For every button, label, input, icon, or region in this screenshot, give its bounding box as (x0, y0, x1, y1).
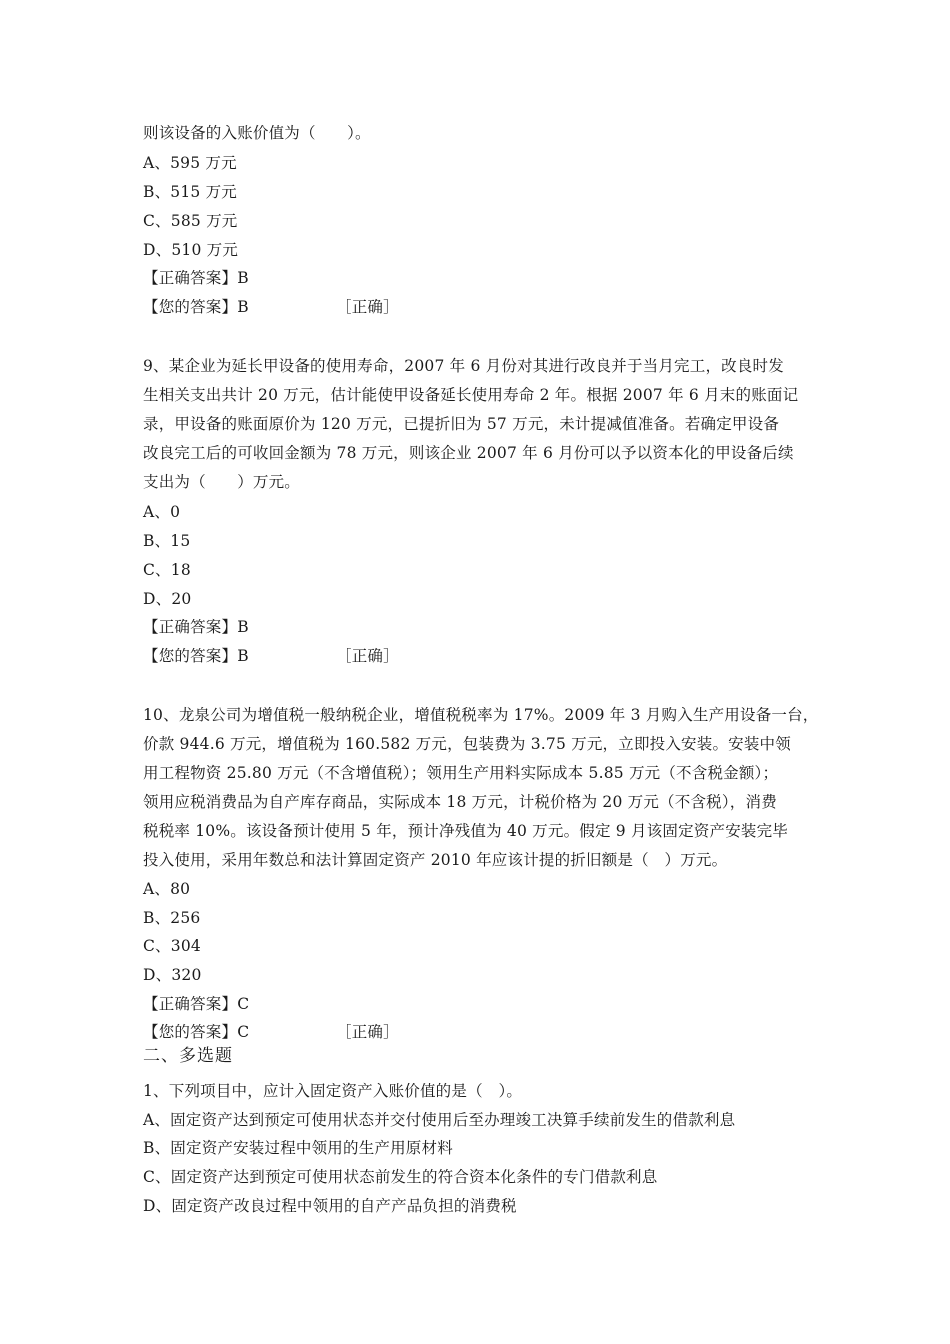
q9-stem-line: 9、某企业为延长甲设备的使用寿命，2007 年 6 月份对其进行改良并于当月完工，改良时发 (143, 357, 784, 375)
q10-stem-line: 领用应税消费品为自产库存商品，实际成本 18 万元，计税价格为 20 万元（不含税），消费 (143, 793, 777, 811)
q8-option-b: B、515 万元 (143, 183, 238, 201)
q8-option-d: D、510 万元 (143, 241, 239, 259)
mq1-option-b: B、固定资产安装过程中领用的生产用原材料 (143, 1139, 453, 1157)
q9-correct-answer: 【正确答案】B (143, 618, 249, 636)
mq1-option-a: A、固定资产达到预定可使用状态并交付使用后至办理竣工决算手续前发生的借款利息 (143, 1111, 736, 1129)
q9-option-a: A、0 (143, 503, 181, 521)
q9-option-d: D、20 (143, 590, 192, 608)
q8-correct-answer: 【正确答案】B (143, 269, 249, 287)
q8-option-c: C、585 万元 (143, 212, 238, 230)
q8-stem-tail: 则该设备的入账价值为（ ）。 (143, 124, 371, 142)
q9-status: ［正确］ (336, 647, 399, 665)
q10-option-a: A、80 (143, 880, 191, 898)
q10-option-d: D、320 (143, 966, 202, 984)
q9-option-c: C、18 (143, 561, 191, 579)
q10-your-answer: 【您的答案】C (143, 1023, 250, 1041)
mq1-option-c: C、固定资产达到预定可使用状态前发生的符合资本化条件的专门借款利息 (143, 1168, 658, 1186)
q10-stem-line: 税税率 10%。该设备预计使用 5 年，预计净残值为 40 万元。假定 9 月该固定资产安装完毕 (143, 822, 788, 840)
q10-option-b: B、256 (143, 909, 201, 927)
q9-stem-line: 录，甲设备的账面原价为 120 万元，已提折旧为 57 万元，未计提减值准备。若确定甲设备 (143, 415, 780, 433)
q9-stem-line: 改良完工后的可收回金额为 78 万元，则该企业 2007 年 6 月份可以予以资本化的甲设备后续 (143, 444, 794, 462)
section-heading: 二、多选题 (143, 1046, 233, 1066)
q8-your-answer: 【您的答案】B (143, 298, 249, 316)
q8-option-a: A、595 万元 (143, 154, 237, 172)
q10-stem-line: 10、龙泉公司为增值税一般纳税企业，增值税税率为 17%。2009 年 3 月购入生产用设备一台， (143, 706, 819, 724)
mq1-stem: 1、下列项目中，应计入固定资产入账价值的是（ ）。 (143, 1082, 523, 1100)
q10-stem-line: 投入使用，采用年数总和法计算固定资产 2010 年应该计提的折旧额是（ ）万元。 (143, 851, 728, 869)
q9-stem (143, 352, 813, 497)
q8-status: ［正确］ (336, 298, 399, 316)
mq1-option-d: D、固定资产改良过程中领用的自产产品负担的消费税 (143, 1197, 517, 1215)
q10-correct-answer: 【正确答案】C (143, 995, 250, 1013)
q10-stem-line: 用工程物资 25.80 万元（不含增值税）；领用生产用料实际成本 5.85 万元（不含税金额）； (143, 764, 779, 782)
q9-option-b: B、15 (143, 532, 191, 550)
q10-stem (143, 701, 819, 875)
q10-status: ［正确］ (336, 1023, 399, 1041)
q10-stem-line: 价款 944.6 万元，增值税为 160.582 万元，包装费为 3.75 万元，立即投入安装。安装中领 (143, 735, 791, 753)
q10-option-c: C、304 (143, 937, 201, 955)
q9-stem-line: 生相关支出共计 20 万元，估计能使甲设备延长使用寿命 2 年。根据 2007 年 6 月末的账面记 (143, 386, 799, 404)
q9-your-answer: 【您的答案】B (143, 647, 249, 665)
q9-stem-line: 支出为（ ）万元。 (143, 473, 301, 491)
